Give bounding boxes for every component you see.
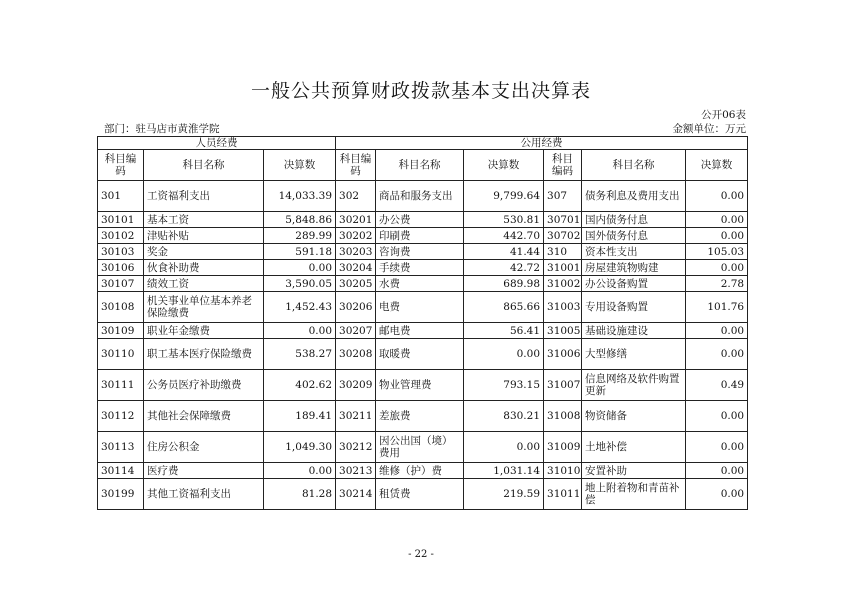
cell-n2: 物业管理费 xyxy=(376,370,464,401)
cell-n2: 水费 xyxy=(376,276,464,292)
cell-v2: 530.81 xyxy=(464,212,544,228)
cell-n2: 咨询费 xyxy=(376,244,464,260)
cell-v3: 0.00 xyxy=(686,212,748,228)
cell-v1: 189.41 xyxy=(264,401,336,432)
table-body xyxy=(98,137,748,510)
cell-c1: 30114 xyxy=(98,463,144,479)
cell-v1: 1,049.30 xyxy=(264,432,336,463)
cell-v1: 1,452.43 xyxy=(264,292,336,323)
cell-c1: 30107 xyxy=(98,276,144,292)
cell-n1: 其他社会保障缴费 xyxy=(144,401,264,432)
cell-n3: 国外债务付息 xyxy=(582,228,686,244)
header-row-groups xyxy=(98,137,748,150)
cell-c3: 31009 xyxy=(544,432,582,463)
table-row xyxy=(98,292,748,323)
cell-n2: 商品和服务支出 xyxy=(376,181,464,212)
header-amount-2: 决算数 xyxy=(464,150,544,181)
department-label: 部门：驻马店市黄淮学院 xyxy=(104,123,220,135)
cell-n3: 办公设备购置 xyxy=(582,276,686,292)
cell-c2: 30201 xyxy=(336,212,376,228)
cell-n3: 土地补偿 xyxy=(582,432,686,463)
header-name-3: 科目名称 xyxy=(582,150,686,181)
cell-c2: 30213 xyxy=(336,463,376,479)
cell-n3: 物资储备 xyxy=(582,401,686,432)
cell-c3: 31006 xyxy=(544,339,582,370)
cell-v3: 0.00 xyxy=(686,339,748,370)
cell-n2: 印刷费 xyxy=(376,228,464,244)
cell-c3: 310 xyxy=(544,244,582,260)
cell-v3: 0.00 xyxy=(686,479,748,510)
cell-c2: 30208 xyxy=(336,339,376,370)
cell-n3: 国内债务付息 xyxy=(582,212,686,228)
cell-v3: 101.76 xyxy=(686,292,748,323)
page-number: - 22 - xyxy=(408,549,434,560)
cell-v3: 0.00 xyxy=(686,228,748,244)
cell-c3: 31001 xyxy=(544,260,582,276)
cell-n3: 债务利息及费用支出 xyxy=(582,181,686,212)
amount-unit-label: 金额单位：万元 xyxy=(672,123,746,135)
header-name-2: 科目名称 xyxy=(376,150,464,181)
cell-c1: 30109 xyxy=(98,323,144,339)
cell-v2: 9,799.64 xyxy=(464,181,544,212)
cell-c3: 31005 xyxy=(544,323,582,339)
cell-c1: 30110 xyxy=(98,339,144,370)
cell-c2: 30209 xyxy=(336,370,376,401)
header-name-1: 科目名称 xyxy=(144,150,264,181)
cell-v3: 2.78 xyxy=(686,276,748,292)
cell-n2: 手续费 xyxy=(376,260,464,276)
cell-v2: 0.00 xyxy=(464,339,544,370)
cell-n1: 公务员医疗补助缴费 xyxy=(144,370,264,401)
cell-c2: 302 xyxy=(336,181,376,212)
cell-c2: 30203 xyxy=(336,244,376,260)
cell-n2: 办公费 xyxy=(376,212,464,228)
cell-c1: 30108 xyxy=(98,292,144,323)
cell-n1: 工资福利支出 xyxy=(144,181,264,212)
cell-c1: 30101 xyxy=(98,212,144,228)
cell-v3: 0.00 xyxy=(686,323,748,339)
table-row xyxy=(98,244,748,260)
cell-v2: 41.44 xyxy=(464,244,544,260)
cell-v3: 0.00 xyxy=(686,181,748,212)
cell-v3: 0.49 xyxy=(686,370,748,401)
cell-n3: 大型修缮 xyxy=(582,339,686,370)
cell-v1: 3,590.05 xyxy=(264,276,336,292)
table-row xyxy=(98,370,748,401)
table-row xyxy=(98,228,748,244)
cell-c2: 30202 xyxy=(336,228,376,244)
cell-c2: 30204 xyxy=(336,260,376,276)
cell-v3: 0.00 xyxy=(686,463,748,479)
cell-n3: 资本性支出 xyxy=(582,244,686,260)
cell-c1: 30103 xyxy=(98,244,144,260)
table-row xyxy=(98,212,748,228)
cell-n1: 住房公积金 xyxy=(144,432,264,463)
cell-n3: 地上附着物和青苗补偿 xyxy=(582,479,686,510)
cell-c3: 30701 xyxy=(544,212,582,228)
form-number: 公开06表 xyxy=(701,109,746,121)
cell-v1: 14,033.39 xyxy=(264,181,336,212)
cell-c1: 30102 xyxy=(98,228,144,244)
cell-c1: 30111 xyxy=(98,370,144,401)
cell-c1: 30199 xyxy=(98,479,144,510)
cell-n3: 信息网络及软件购置更新 xyxy=(582,370,686,401)
cell-v1: 81.28 xyxy=(264,479,336,510)
cell-c3: 31002 xyxy=(544,276,582,292)
cell-v1: 538.27 xyxy=(264,339,336,370)
cell-n3: 专用设备购置 xyxy=(582,292,686,323)
header-row-columns xyxy=(98,150,748,181)
cell-n1: 津贴补贴 xyxy=(144,228,264,244)
cell-n2: 邮电费 xyxy=(376,323,464,339)
cell-c3: 30702 xyxy=(544,228,582,244)
cell-n1: 职工基本医疗保险缴费 xyxy=(144,339,264,370)
cell-n2: 差旅费 xyxy=(376,401,464,432)
cell-n1: 其他工资福利支出 xyxy=(144,479,264,510)
table-row xyxy=(98,432,748,463)
cell-v3: 0.00 xyxy=(686,432,748,463)
cell-n2: 电费 xyxy=(376,292,464,323)
cell-v1: 289.99 xyxy=(264,228,336,244)
cell-v3: 0.00 xyxy=(686,401,748,432)
cell-v2: 689.98 xyxy=(464,276,544,292)
cell-v2: 793.15 xyxy=(464,370,544,401)
table-row xyxy=(98,463,748,479)
cell-c3: 31011 xyxy=(544,479,582,510)
cell-v2: 1,031.14 xyxy=(464,463,544,479)
cell-v3: 105.03 xyxy=(686,244,748,260)
cell-c3: 31010 xyxy=(544,463,582,479)
table-row xyxy=(98,181,748,212)
cell-n1: 奖金 xyxy=(144,244,264,260)
cell-n3: 基础设施建设 xyxy=(582,323,686,339)
cell-n1: 绩效工资 xyxy=(144,276,264,292)
cell-n2: 租赁费 xyxy=(376,479,464,510)
cell-n1: 医疗费 xyxy=(144,463,264,479)
cell-n1: 职业年金缴费 xyxy=(144,323,264,339)
cell-v3: 0.00 xyxy=(686,260,748,276)
cell-v2: 42.72 xyxy=(464,260,544,276)
cell-c1: 30106 xyxy=(98,260,144,276)
cell-v2: 219.59 xyxy=(464,479,544,510)
cell-n2: 取暖费 xyxy=(376,339,464,370)
cell-n1: 伙食补助费 xyxy=(144,260,264,276)
cell-c3: 307 xyxy=(544,181,582,212)
cell-n3: 安置补助 xyxy=(582,463,686,479)
cell-v1: 0.00 xyxy=(264,323,336,339)
cell-v1: 5,848.86 xyxy=(264,212,336,228)
cell-c2: 30207 xyxy=(336,323,376,339)
cell-c1: 30112 xyxy=(98,401,144,432)
header-code-2: 科目编码 xyxy=(336,150,376,181)
expenditure-table xyxy=(97,136,748,510)
cell-c3: 31007 xyxy=(544,370,582,401)
header-personnel: 人员经费 xyxy=(98,137,336,150)
cell-n2: 因公出国（境）费用 xyxy=(376,432,464,463)
cell-v2: 56.41 xyxy=(464,323,544,339)
header-amount-3: 决算数 xyxy=(686,150,748,181)
table-row xyxy=(98,401,748,432)
header-public: 公用经费 xyxy=(336,137,748,150)
cell-v1: 0.00 xyxy=(264,260,336,276)
cell-c2: 30211 xyxy=(336,401,376,432)
cell-c3: 31003 xyxy=(544,292,582,323)
table-row xyxy=(98,276,748,292)
cell-n1: 机关事业单位基本养老保险缴费 xyxy=(144,292,264,323)
cell-c2: 30206 xyxy=(336,292,376,323)
cell-v1: 591.18 xyxy=(264,244,336,260)
cell-v2: 830.21 xyxy=(464,401,544,432)
cell-c1: 30113 xyxy=(98,432,144,463)
cell-v2: 0.00 xyxy=(464,432,544,463)
header-amount-1: 决算数 xyxy=(264,150,336,181)
cell-v2: 442.70 xyxy=(464,228,544,244)
cell-c2: 30214 xyxy=(336,479,376,510)
cell-v2: 865.66 xyxy=(464,292,544,323)
cell-n2: 维修（护）费 xyxy=(376,463,464,479)
cell-c1: 301 xyxy=(98,181,144,212)
cell-c3: 31008 xyxy=(544,401,582,432)
table-row xyxy=(98,323,748,339)
cell-c2: 30212 xyxy=(336,432,376,463)
header-code-3: 科目编码 xyxy=(544,150,582,181)
cell-n1: 基本工资 xyxy=(144,212,264,228)
cell-v1: 402.62 xyxy=(264,370,336,401)
cell-c2: 30205 xyxy=(336,276,376,292)
table-row xyxy=(98,339,748,370)
table-row xyxy=(98,479,748,510)
cell-v1: 0.00 xyxy=(264,463,336,479)
table-title: 一般公共预算财政拨款基本支出决算表 xyxy=(250,80,591,102)
cell-n3: 房屋建筑物购建 xyxy=(582,260,686,276)
table-row xyxy=(98,260,748,276)
header-code-1: 科目编码 xyxy=(98,150,144,181)
